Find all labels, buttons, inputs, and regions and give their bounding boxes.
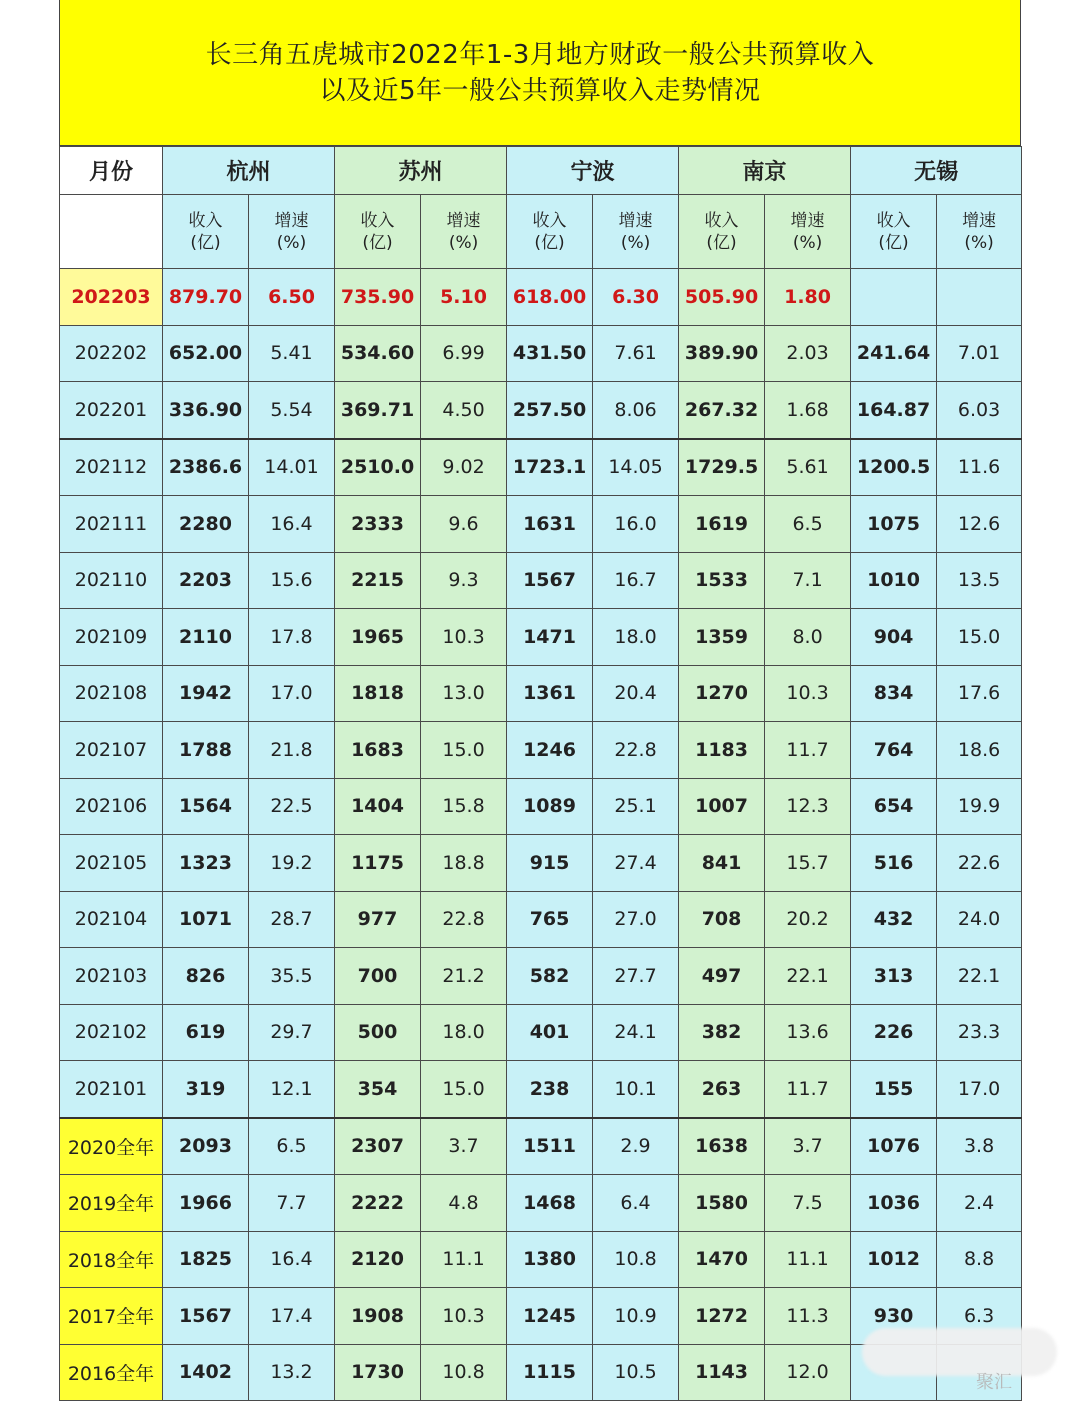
month-cell: 2016全年 bbox=[60, 1344, 163, 1401]
growth-cell: 22.8 bbox=[421, 891, 507, 948]
growth-cell: 13.2 bbox=[249, 1344, 335, 1401]
income-cell: 1010 bbox=[851, 552, 937, 609]
growth-cell: 22.5 bbox=[249, 778, 335, 835]
title-line-1: 长三角五虎城市2022年1-3月地方财政一般公共预算收入 bbox=[205, 39, 875, 70]
growth-cell: 15.7 bbox=[765, 835, 851, 892]
growth-cell: 10.9 bbox=[593, 1288, 679, 1345]
table-row bbox=[60, 496, 1022, 553]
income-cell: 2280 bbox=[163, 496, 249, 553]
income-cell: 1359 bbox=[679, 609, 765, 666]
income-cell: 1723.1 bbox=[507, 439, 593, 496]
income-cell: 1730 bbox=[335, 1344, 421, 1401]
income-cell: 619 bbox=[163, 1004, 249, 1061]
city-header-hangzhou: 杭州 bbox=[163, 147, 335, 195]
growth-cell: 5.41 bbox=[249, 325, 335, 382]
growth-cell: 20.2 bbox=[765, 891, 851, 948]
month-cell: 202202 bbox=[60, 325, 163, 382]
growth-cell: 15.8 bbox=[421, 778, 507, 835]
income-cell: 1471 bbox=[507, 609, 593, 666]
title-banner bbox=[59, 0, 1021, 146]
growth-cell: 6.5 bbox=[765, 496, 851, 553]
month-cell: 202103 bbox=[60, 948, 163, 1005]
growth-cell: 6.3 bbox=[937, 1288, 1022, 1345]
growth-cell: 18.6 bbox=[937, 722, 1022, 779]
table-row bbox=[60, 1231, 1022, 1288]
income-cell: 765 bbox=[507, 891, 593, 948]
income-unit-header: 收入 (亿) bbox=[163, 195, 249, 269]
month-subheader-blank bbox=[60, 195, 163, 269]
growth-cell: 3.7 bbox=[765, 1118, 851, 1175]
growth-cell: 28.7 bbox=[249, 891, 335, 948]
title-line-2: 以及近5年一般公共预算收入走势情况 bbox=[319, 75, 761, 106]
income-cell: 1818 bbox=[335, 665, 421, 722]
growth-cell: 4.8 bbox=[421, 1175, 507, 1232]
income-cell: 2307 bbox=[335, 1118, 421, 1175]
revenue-sheet bbox=[59, 0, 1021, 1386]
income-cell: 1683 bbox=[335, 722, 421, 779]
income-cell: 618.00 bbox=[507, 269, 593, 326]
income-cell: 431.50 bbox=[507, 325, 593, 382]
income-cell: 654 bbox=[851, 778, 937, 835]
growth-cell: 5.54 bbox=[249, 382, 335, 439]
growth-cell bbox=[937, 269, 1022, 326]
income-cell: 313 bbox=[851, 948, 937, 1005]
growth-cell: 13.6 bbox=[765, 1004, 851, 1061]
income-cell: 2110 bbox=[163, 609, 249, 666]
month-cell: 202112 bbox=[60, 439, 163, 496]
growth-cell: 2.03 bbox=[765, 325, 851, 382]
month-column-header: 月份 bbox=[60, 147, 163, 195]
watermark-blur bbox=[862, 1328, 1057, 1376]
growth-cell: 6.4 bbox=[593, 1175, 679, 1232]
growth-cell: 10.8 bbox=[593, 1231, 679, 1288]
growth-unit-header: 增速 (%) bbox=[421, 195, 507, 269]
city-header-wuxi: 无锡 bbox=[851, 147, 1022, 195]
growth-cell: 8.06 bbox=[593, 382, 679, 439]
growth-cell: 18.0 bbox=[593, 609, 679, 666]
income-cell: 1036 bbox=[851, 1175, 937, 1232]
income-cell: 382 bbox=[679, 1004, 765, 1061]
income-cell: 2215 bbox=[335, 552, 421, 609]
income-cell: 915 bbox=[507, 835, 593, 892]
growth-cell: 22.1 bbox=[937, 948, 1022, 1005]
growth-cell: 24.0 bbox=[937, 891, 1022, 948]
income-cell: 708 bbox=[679, 891, 765, 948]
income-cell bbox=[851, 269, 937, 326]
growth-cell: 23.3 bbox=[937, 1004, 1022, 1061]
month-cell: 202109 bbox=[60, 609, 163, 666]
month-cell: 2017全年 bbox=[60, 1288, 163, 1345]
city-header-ningbo: 宁波 bbox=[507, 147, 679, 195]
table-row bbox=[60, 325, 1022, 382]
growth-cell: 5.61 bbox=[765, 439, 851, 496]
growth-cell: 3.8 bbox=[937, 1118, 1022, 1175]
growth-cell: 8.8 bbox=[937, 1231, 1022, 1288]
income-cell: 977 bbox=[335, 891, 421, 948]
income-cell: 319 bbox=[163, 1061, 249, 1118]
income-cell: 1908 bbox=[335, 1288, 421, 1345]
income-unit-header: 收入 (亿) bbox=[507, 195, 593, 269]
income-cell: 369.71 bbox=[335, 382, 421, 439]
table-row bbox=[60, 1004, 1022, 1061]
income-cell: 1075 bbox=[851, 496, 937, 553]
growth-cell: 19.9 bbox=[937, 778, 1022, 835]
income-cell: 263 bbox=[679, 1061, 765, 1118]
growth-cell: 16.0 bbox=[593, 496, 679, 553]
growth-cell: 11.1 bbox=[421, 1231, 507, 1288]
growth-cell: 22.1 bbox=[765, 948, 851, 1005]
income-cell: 904 bbox=[851, 609, 937, 666]
growth-cell: 15.6 bbox=[249, 552, 335, 609]
income-cell: 238 bbox=[507, 1061, 593, 1118]
growth-unit-header: 增速 (%) bbox=[765, 195, 851, 269]
income-unit-header: 收入 (亿) bbox=[851, 195, 937, 269]
growth-cell: 2.4 bbox=[937, 1175, 1022, 1232]
income-unit-header: 收入 (亿) bbox=[335, 195, 421, 269]
watermark-text: 聚汇 bbox=[976, 1372, 1012, 1393]
growth-cell: 10.8 bbox=[421, 1344, 507, 1401]
income-cell: 226 bbox=[851, 1004, 937, 1061]
growth-cell: 17.6 bbox=[937, 665, 1022, 722]
city-header-nanjing: 南京 bbox=[679, 147, 851, 195]
income-cell: 1619 bbox=[679, 496, 765, 553]
income-cell: 1825 bbox=[163, 1231, 249, 1288]
income-cell: 841 bbox=[679, 835, 765, 892]
month-cell: 202108 bbox=[60, 665, 163, 722]
income-cell: 1012 bbox=[851, 1231, 937, 1288]
income-cell: 2203 bbox=[163, 552, 249, 609]
income-cell: 2093 bbox=[163, 1118, 249, 1175]
growth-cell: 11.7 bbox=[765, 1061, 851, 1118]
income-cell: 735.90 bbox=[335, 269, 421, 326]
growth-cell: 16.7 bbox=[593, 552, 679, 609]
income-cell: 1470 bbox=[679, 1231, 765, 1288]
income-cell: 1533 bbox=[679, 552, 765, 609]
table-row bbox=[60, 382, 1022, 439]
income-cell: 826 bbox=[163, 948, 249, 1005]
growth-cell: 22.8 bbox=[593, 722, 679, 779]
growth-cell: 6.50 bbox=[249, 269, 335, 326]
income-cell: 582 bbox=[507, 948, 593, 1005]
month-cell: 202104 bbox=[60, 891, 163, 948]
month-cell: 2019全年 bbox=[60, 1175, 163, 1232]
income-cell: 930 bbox=[851, 1288, 937, 1345]
revenue-table bbox=[59, 146, 1022, 1401]
income-cell: 1468 bbox=[507, 1175, 593, 1232]
growth-cell: 7.1 bbox=[765, 552, 851, 609]
table-row bbox=[60, 1118, 1022, 1175]
growth-cell: 1.80 bbox=[765, 269, 851, 326]
income-cell: 1567 bbox=[507, 552, 593, 609]
table-row bbox=[60, 778, 1022, 835]
income-cell: 1511 bbox=[507, 1118, 593, 1175]
growth-cell: 14.01 bbox=[249, 439, 335, 496]
growth-cell: 8.0 bbox=[765, 609, 851, 666]
growth-cell: 7.61 bbox=[593, 325, 679, 382]
income-cell: 267.32 bbox=[679, 382, 765, 439]
income-cell: 1246 bbox=[507, 722, 593, 779]
growth-cell: 4.50 bbox=[421, 382, 507, 439]
growth-cell: 16.4 bbox=[249, 496, 335, 553]
income-cell: 1580 bbox=[679, 1175, 765, 1232]
income-unit-header: 收入 (亿) bbox=[679, 195, 765, 269]
growth-cell: 11.3 bbox=[765, 1288, 851, 1345]
income-cell: 1361 bbox=[507, 665, 593, 722]
growth-cell: 21.8 bbox=[249, 722, 335, 779]
income-cell: 241.64 bbox=[851, 325, 937, 382]
month-cell: 202102 bbox=[60, 1004, 163, 1061]
income-cell: 1071 bbox=[163, 891, 249, 948]
income-cell: 1402 bbox=[163, 1344, 249, 1401]
table-row bbox=[60, 1061, 1022, 1118]
month-cell: 202203 bbox=[60, 269, 163, 326]
month-cell: 202201 bbox=[60, 382, 163, 439]
income-cell: 2333 bbox=[335, 496, 421, 553]
month-cell: 202107 bbox=[60, 722, 163, 779]
growth-cell: 10.3 bbox=[765, 665, 851, 722]
growth-cell: 12.6 bbox=[937, 496, 1022, 553]
income-cell: 534.60 bbox=[335, 325, 421, 382]
income-cell: 505.90 bbox=[679, 269, 765, 326]
income-cell: 1089 bbox=[507, 778, 593, 835]
income-cell: 1729.5 bbox=[679, 439, 765, 496]
growth-cell: 29.7 bbox=[249, 1004, 335, 1061]
month-cell: 202111 bbox=[60, 496, 163, 553]
income-cell: 2120 bbox=[335, 1231, 421, 1288]
growth-cell: 12.1 bbox=[249, 1061, 335, 1118]
table-row bbox=[60, 665, 1022, 722]
growth-cell: 10.5 bbox=[593, 1344, 679, 1401]
growth-cell: 17.0 bbox=[937, 1061, 1022, 1118]
income-cell: 516 bbox=[851, 835, 937, 892]
income-cell: 1631 bbox=[507, 496, 593, 553]
growth-cell: 7.5 bbox=[765, 1175, 851, 1232]
growth-cell: 3.7 bbox=[421, 1118, 507, 1175]
income-cell: 1323 bbox=[163, 835, 249, 892]
growth-cell: 13.0 bbox=[421, 665, 507, 722]
growth-cell: 10.3 bbox=[421, 609, 507, 666]
income-cell: 1143 bbox=[679, 1344, 765, 1401]
income-cell: 1567 bbox=[163, 1288, 249, 1345]
income-cell: 500 bbox=[335, 1004, 421, 1061]
income-cell: 2510.0 bbox=[335, 439, 421, 496]
income-cell: 2386.6 bbox=[163, 439, 249, 496]
income-cell: 1007 bbox=[679, 778, 765, 835]
income-cell: 700 bbox=[335, 948, 421, 1005]
growth-cell: 14.05 bbox=[593, 439, 679, 496]
growth-cell: 5.10 bbox=[421, 269, 507, 326]
table-row bbox=[60, 609, 1022, 666]
growth-cell: 16.4 bbox=[249, 1231, 335, 1288]
income-cell: 1380 bbox=[507, 1231, 593, 1288]
growth-cell: 7.01 bbox=[937, 325, 1022, 382]
table-row bbox=[60, 722, 1022, 779]
growth-cell: 21.2 bbox=[421, 948, 507, 1005]
income-cell: 879.70 bbox=[163, 269, 249, 326]
income-cell: 1200.5 bbox=[851, 439, 937, 496]
growth-cell: 27.4 bbox=[593, 835, 679, 892]
income-cell: 432 bbox=[851, 891, 937, 948]
income-cell: 1942 bbox=[163, 665, 249, 722]
income-cell: 1115 bbox=[507, 1344, 593, 1401]
table-row bbox=[60, 891, 1022, 948]
income-cell: 1965 bbox=[335, 609, 421, 666]
month-cell: 202110 bbox=[60, 552, 163, 609]
growth-unit-header: 增速 (%) bbox=[937, 195, 1022, 269]
growth-cell: 15.0 bbox=[937, 609, 1022, 666]
income-cell: 155 bbox=[851, 1061, 937, 1118]
income-cell: 497 bbox=[679, 948, 765, 1005]
table-row bbox=[60, 1175, 1022, 1232]
growth-cell: 15.0 bbox=[421, 722, 507, 779]
growth-cell: 11.6 bbox=[937, 439, 1022, 496]
income-cell: 1564 bbox=[163, 778, 249, 835]
growth-cell: 35.5 bbox=[249, 948, 335, 1005]
growth-cell: 22.6 bbox=[937, 835, 1022, 892]
growth-cell: 6.03 bbox=[937, 382, 1022, 439]
income-cell: 1788 bbox=[163, 722, 249, 779]
growth-cell: 13.5 bbox=[937, 552, 1022, 609]
growth-cell: 20.4 bbox=[593, 665, 679, 722]
growth-cell: 15.0 bbox=[421, 1061, 507, 1118]
income-cell: 164.87 bbox=[851, 382, 937, 439]
income-cell: 354 bbox=[335, 1061, 421, 1118]
growth-cell: 6.99 bbox=[421, 325, 507, 382]
income-cell: 1270 bbox=[679, 665, 765, 722]
income-cell: 1076 bbox=[851, 1118, 937, 1175]
growth-cell: 24.1 bbox=[593, 1004, 679, 1061]
table-row bbox=[60, 439, 1022, 496]
income-cell: 764 bbox=[851, 722, 937, 779]
growth-cell: 12.3 bbox=[765, 778, 851, 835]
income-cell: 834 bbox=[851, 665, 937, 722]
growth-cell: 27.0 bbox=[593, 891, 679, 948]
month-cell: 202101 bbox=[60, 1061, 163, 1118]
income-cell: 1175 bbox=[335, 835, 421, 892]
growth-cell: 11.7 bbox=[765, 722, 851, 779]
growth-cell: 25.1 bbox=[593, 778, 679, 835]
table-row bbox=[60, 552, 1022, 609]
month-cell: 202106 bbox=[60, 778, 163, 835]
growth-cell: 6.5 bbox=[249, 1118, 335, 1175]
table-row bbox=[60, 269, 1022, 326]
income-cell: 1183 bbox=[679, 722, 765, 779]
income-cell: 389.90 bbox=[679, 325, 765, 382]
growth-cell: 18.8 bbox=[421, 835, 507, 892]
growth-cell: 9.6 bbox=[421, 496, 507, 553]
income-cell: 1245 bbox=[507, 1288, 593, 1345]
month-cell: 2020全年 bbox=[60, 1118, 163, 1175]
income-cell: 1966 bbox=[163, 1175, 249, 1232]
growth-cell: 27.7 bbox=[593, 948, 679, 1005]
growth-cell: 18.0 bbox=[421, 1004, 507, 1061]
month-cell: 202105 bbox=[60, 835, 163, 892]
income-cell: 257.50 bbox=[507, 382, 593, 439]
growth-cell: 9.02 bbox=[421, 439, 507, 496]
growth-cell: 17.0 bbox=[249, 665, 335, 722]
growth-cell: 6.30 bbox=[593, 269, 679, 326]
growth-cell: 9.3 bbox=[421, 552, 507, 609]
income-cell: 401 bbox=[507, 1004, 593, 1061]
growth-cell: 17.8 bbox=[249, 609, 335, 666]
growth-cell: 11.1 bbox=[765, 1231, 851, 1288]
table-row bbox=[60, 948, 1022, 1005]
month-cell: 2018全年 bbox=[60, 1231, 163, 1288]
growth-cell: 7.7 bbox=[249, 1175, 335, 1232]
income-cell: 652.00 bbox=[163, 325, 249, 382]
table-row bbox=[60, 835, 1022, 892]
income-cell: 1272 bbox=[679, 1288, 765, 1345]
growth-cell: 1.68 bbox=[765, 382, 851, 439]
growth-cell: 2.9 bbox=[593, 1118, 679, 1175]
growth-unit-header: 增速 (%) bbox=[593, 195, 679, 269]
income-cell: 336.90 bbox=[163, 382, 249, 439]
city-header-suzhou: 苏州 bbox=[335, 147, 507, 195]
growth-cell: 17.4 bbox=[249, 1288, 335, 1345]
growth-unit-header: 增速 (%) bbox=[249, 195, 335, 269]
income-cell: 1404 bbox=[335, 778, 421, 835]
growth-cell: 19.2 bbox=[249, 835, 335, 892]
growth-cell: 10.1 bbox=[593, 1061, 679, 1118]
income-cell: 1638 bbox=[679, 1118, 765, 1175]
growth-cell: 12.0 bbox=[765, 1344, 851, 1401]
growth-cell: 10.3 bbox=[421, 1288, 507, 1345]
income-cell: 2222 bbox=[335, 1175, 421, 1232]
